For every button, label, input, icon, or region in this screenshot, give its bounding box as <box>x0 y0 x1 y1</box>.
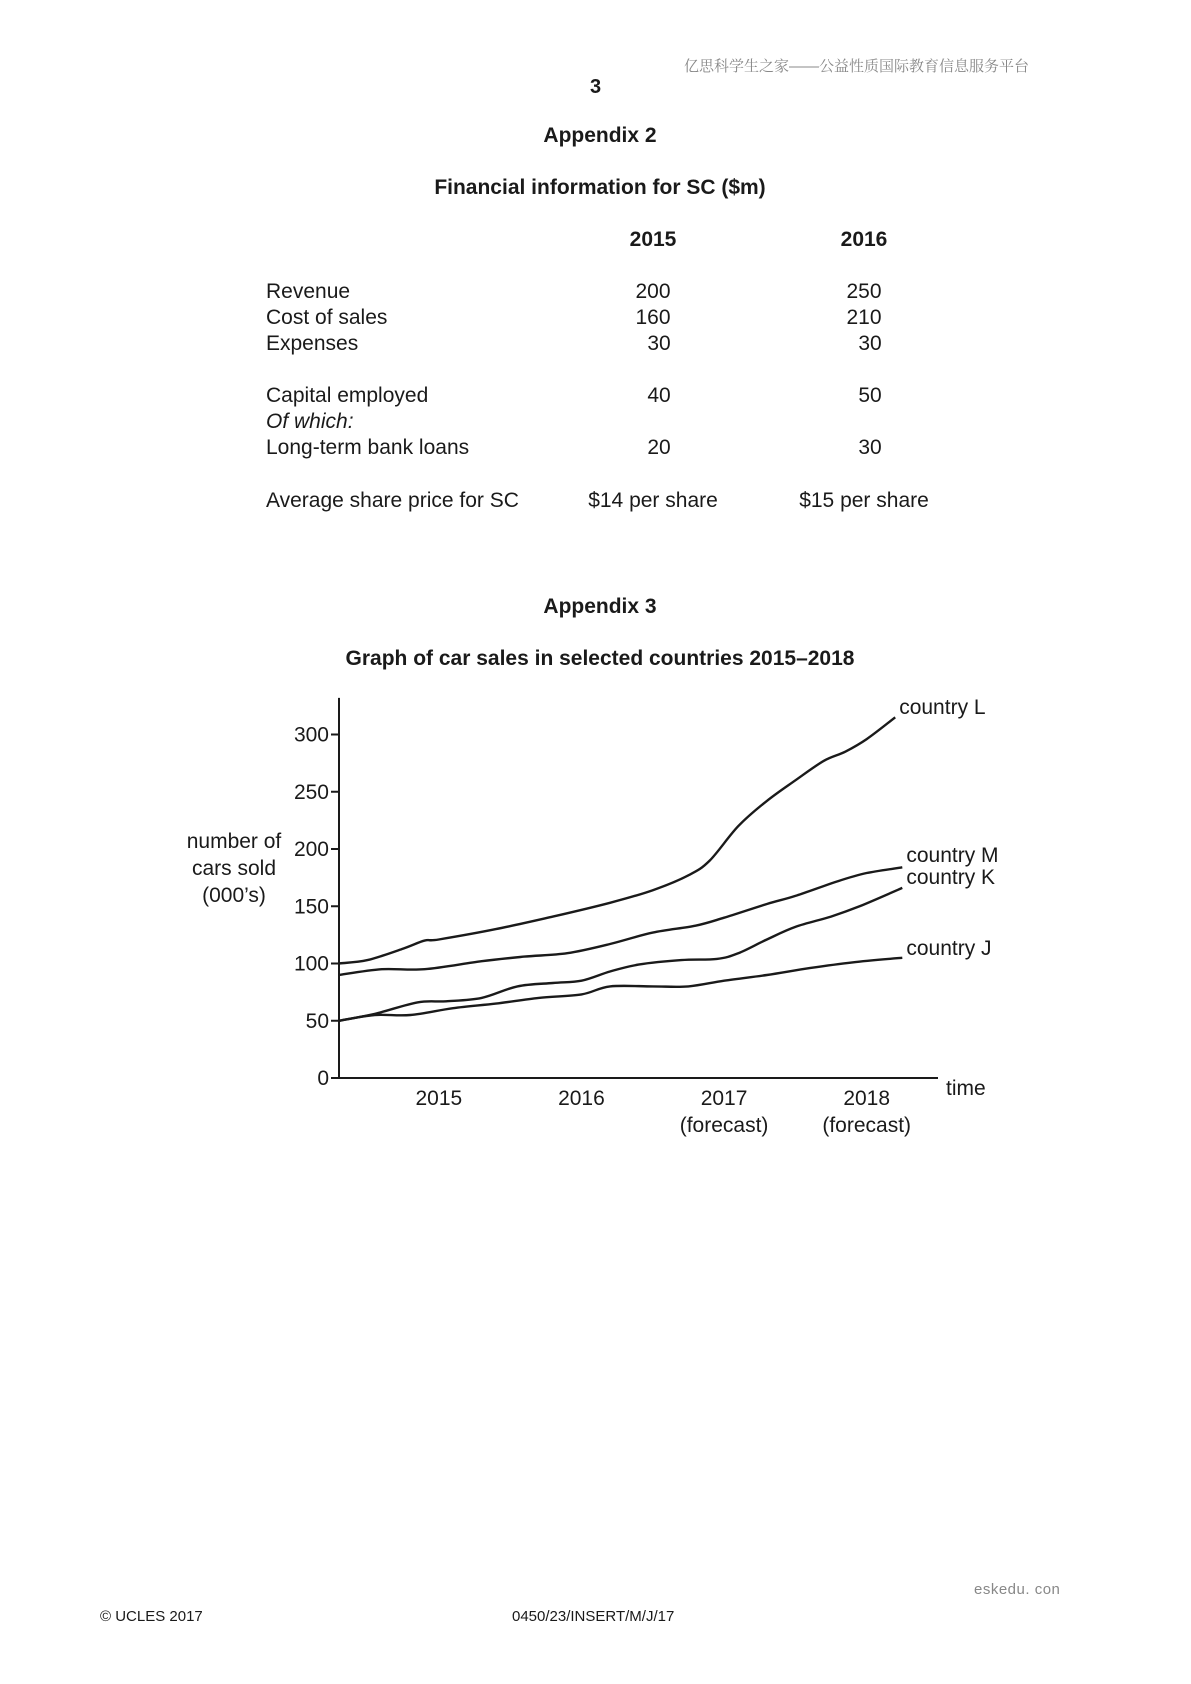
x-axis-label: time <box>946 1077 986 1100</box>
y-tick-label: 0 <box>317 1067 329 1090</box>
copyright: © UCLES 2017 <box>100 1608 203 1625</box>
y-axis-label: cars sold <box>191 857 277 880</box>
appendix2-title: Financial information for SC ($m) <box>434 176 766 199</box>
y-tick-label: 250 <box>293 780 329 804</box>
y-axis-label: (000’s) <box>202 884 266 907</box>
x-tick-label: 2018 <box>843 1087 891 1110</box>
top-watermark: 亿思科学生之家——公益性质国际教育信息服务平台 <box>684 58 1030 75</box>
col-header-2015: 2015 <box>629 228 677 251</box>
col-header-2016: 2016 <box>840 228 888 251</box>
bottom-watermark: eskedu. con <box>974 1581 1061 1598</box>
y-tick-label: 50 <box>305 1009 329 1033</box>
capital-employed-2015: 40 <box>647 384 671 407</box>
revenue-2016: 250 <box>846 280 882 303</box>
x-tick-label: 2017 <box>700 1087 748 1110</box>
row-label-cost-of-sales: Cost of sales <box>266 306 388 329</box>
document-code: 0450/23/INSERT/M/J/17 <box>512 1608 675 1625</box>
expenses-2015: 30 <box>647 332 671 355</box>
x-tick-label: 2016 <box>558 1087 605 1110</box>
series-line-country-k <box>339 888 902 1021</box>
chart-ticks <box>294 724 911 1138</box>
x-tick-label: 2015 <box>415 1087 463 1110</box>
row-label-long-term-loans: Long-term bank loans <box>266 436 470 459</box>
series-label: country L <box>899 696 986 719</box>
y-tick-label: 300 <box>293 723 329 747</box>
appendix3-heading: Appendix 3 <box>543 595 657 618</box>
share-price-2016: $15 per share <box>799 489 929 512</box>
capital-employed-2016: 50 <box>858 384 882 407</box>
cost-of-sales-2016: 210 <box>846 306 882 329</box>
page-number: 3 <box>589 76 602 98</box>
series-label: country M <box>906 844 999 867</box>
chart-axes <box>339 698 938 1078</box>
cost-of-sales-2015: 160 <box>635 306 671 329</box>
y-tick-label: 200 <box>293 838 329 861</box>
series-label: country K <box>906 866 996 889</box>
series-line-country-l <box>339 717 895 963</box>
row-label-share-price: Average share price for SC <box>266 489 519 512</box>
chart-series <box>339 717 902 1021</box>
y-axis-label: number of <box>186 830 282 853</box>
row-label-capital-employed: Capital employed <box>266 384 429 407</box>
revenue-2015: 200 <box>635 280 671 303</box>
y-tick-label: 150 <box>293 895 329 919</box>
row-label-of-which: Of which: <box>266 410 354 433</box>
appendix2-heading: Appendix 2 <box>543 124 657 147</box>
long-term-loans-2016: 30 <box>858 436 882 459</box>
appendix3-title: Graph of car sales in selected countries 2015–2018 <box>345 647 855 670</box>
y-tick-label: 100 <box>293 952 329 976</box>
row-label-expenses: Expenses <box>266 332 359 355</box>
series-line-country-j <box>339 958 902 1021</box>
x-tick-sublabel: (forecast) <box>679 1114 769 1137</box>
series-label: country J <box>906 937 992 960</box>
x-tick-sublabel: (forecast) <box>822 1114 912 1137</box>
expenses-2016: 30 <box>858 332 882 355</box>
row-label-revenue: Revenue <box>266 280 351 303</box>
long-term-loans-2015: 20 <box>647 436 671 459</box>
share-price-2015: $14 per share <box>588 489 718 512</box>
